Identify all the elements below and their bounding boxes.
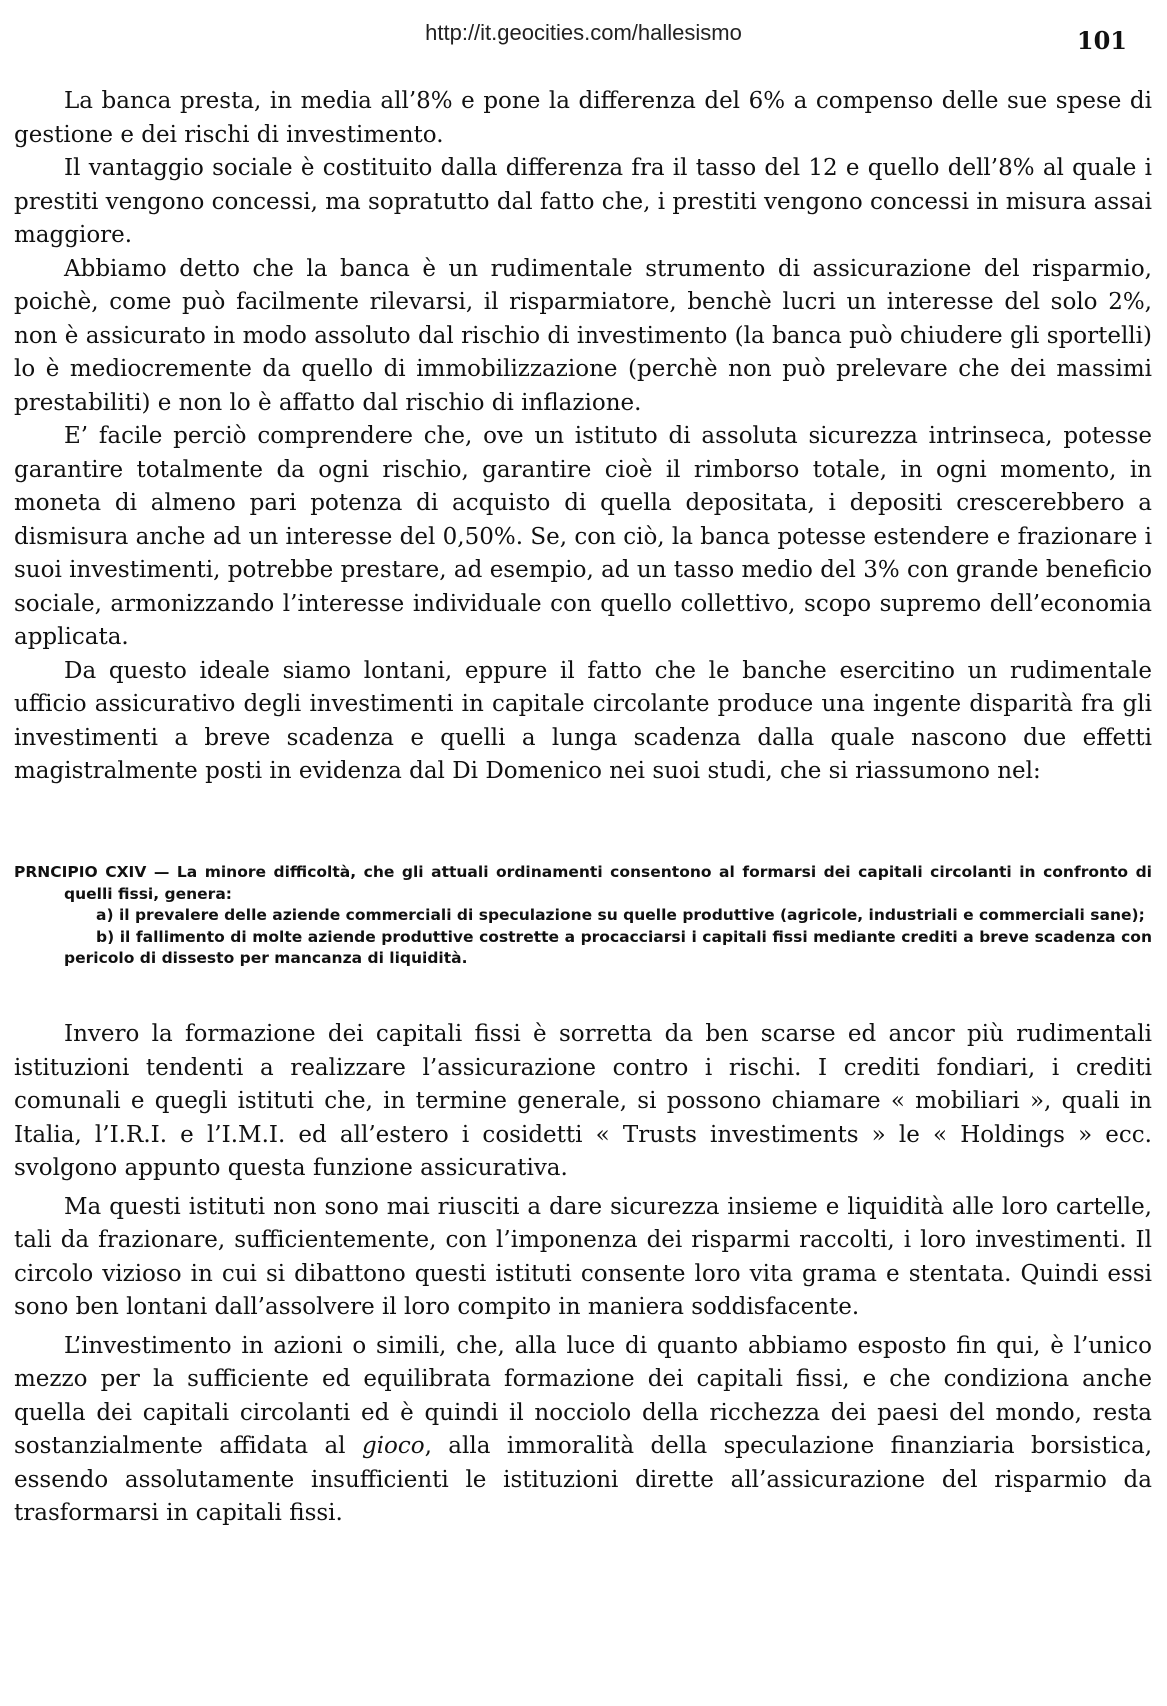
paragraph-text: , alla immoralità della speculazione finanziaria borsistica, essendo assolutamente insufficienti le istituzioni dirette all’assicurazione del risparmio da trasformarsi in capitali fissi.: [14, 1433, 1153, 1526]
principle-heading: PRNCIPIO CXIV — La minore difficoltà, che gli attuali ordinamenti consentono al formarsi dei capitali circolanti in confronto di quelli fissi, genera:: [14, 863, 1152, 903]
principle-block: [14, 862, 1152, 970]
page-number: 101: [1076, 26, 1127, 55]
paragraph: Abbiamo detto che la banca è un rudimentale strumento di assicurazione del risparmio, poichè, come può facilmente rilevarsi, il risparmiatore, benchè lucri un interesse del solo 2%, non è assicurato in modo assoluto dal rischio di investimento (la banca può chiudere gli sportelli) lo è mediocremente da quello di immobilizzazione (perchè non può prelevare che dei massimi prestabiliti) e non lo è affatto dal rischio di inflazione.: [14, 255, 1152, 416]
body-text-top: [14, 85, 1152, 789]
italic-word: gioco: [361, 1433, 425, 1459]
paragraph: Invero la formazione dei capitali fissi è sorretta da ben scarse ed ancor più rudimentali istituzioni tendenti a realizzare l’assicurazione contro i rischi. I crediti fondiari, i crediti comunali e quegli istituti che, in termine generale, si possono chiamare « mobiliari », quali in Italia, l’I.R.I. e l’I.M.I. ed all’estero i cosidetti « Trusts investiments » le « Holdings » ecc. svolgono appunto questa funzione assicurativa.: [14, 1021, 1152, 1181]
body-text-bottom: [14, 1018, 1152, 1531]
principle-item-b: b) il fallimento di molte aziende produttive costrette a procacciarsi i capitali fissi mediante crediti a breve scadenza con pericolo di dissesto per mancanza di liquidità.: [64, 927, 1152, 967]
paragraph: La banca presta, in media all’8% e pone la differenza del 6% a compenso delle sue spese di gestione e dei rischi di investimento.: [14, 88, 1152, 148]
paragraph-text: L’investimento in azioni o simili, che, alla luce di quanto abbiamo esposto fin qui, è l’unico mezzo per la sufficiente ed equilibrata formazione dei capitali fissi, e che condiziona anche quella dei capitali circolanti ed è quindi il nocciolo della ricchezza dei paesi del mondo, resta sostanzialmente affidata al: [14, 1332, 1152, 1459]
header-url: http://it.geocities.com/hallesismo: [425, 20, 742, 45]
paragraph: Ma questi istituti non sono mai riusciti a dare sicurezza insieme e liquidità alle loro cartelle, tali da frazionare, sufficientemente, con l’imponenza dei risparmi raccolti, i loro investimenti. Il circolo vizioso in cui si dibattono questi istituti consente loro vita grama e stentata. Quindi essi sono ben lontani dall’assolvere il loro compito in maniera soddisfacente.: [14, 1193, 1152, 1320]
paragraph: E’ facile perciò comprendere che, ove un istituto di assoluta sicurezza intrinseca, potesse garantire totalmente da ogni rischio, garantire cioè il rimborso totale, in ogni momento, in moneta di almeno pari potenza di acquisto di quella depositata, i depositi crescerebbero a dismisura anche ad un interesse del 0,50%. Se, con ciò, la banca potesse estendere e frazionare i suoi investimenti, potrebbe prestare, ad esempio, ad un tasso medio del 3% con grande beneficio sociale, armonizzando l’interesse individuale con quello collettivo, scopo supremo dell’economia applicata.: [14, 423, 1152, 650]
paragraph: Il vantaggio sociale è costituito dalla differenza fra il tasso del 12 e quello dell’8% al quale i prestiti vengono concessi, ma sopratutto dal fatto che, i prestiti vengono concessi in misura assai maggiore.: [14, 155, 1152, 248]
principle-item-a: a) il prevalere delle aziende commerciali di speculazione su quelle produttive (agricole, industriali e commerciali sane);: [96, 906, 1145, 924]
paragraph: [14, 1330, 1152, 1531]
paragraph: Da questo ideale siamo lontani, eppure il fatto che le banche esercitino un rudimentale ufficio assicurativo degli investimenti in capitale circolante produce una ingente disparità fra gli investimenti a breve scadenza e quelli a lunga scadenza dalla quale nascono due effetti magistralmente posti in evidenza dal Di Domenico nei suoi studi, che si riassumono nel:: [14, 657, 1152, 784]
